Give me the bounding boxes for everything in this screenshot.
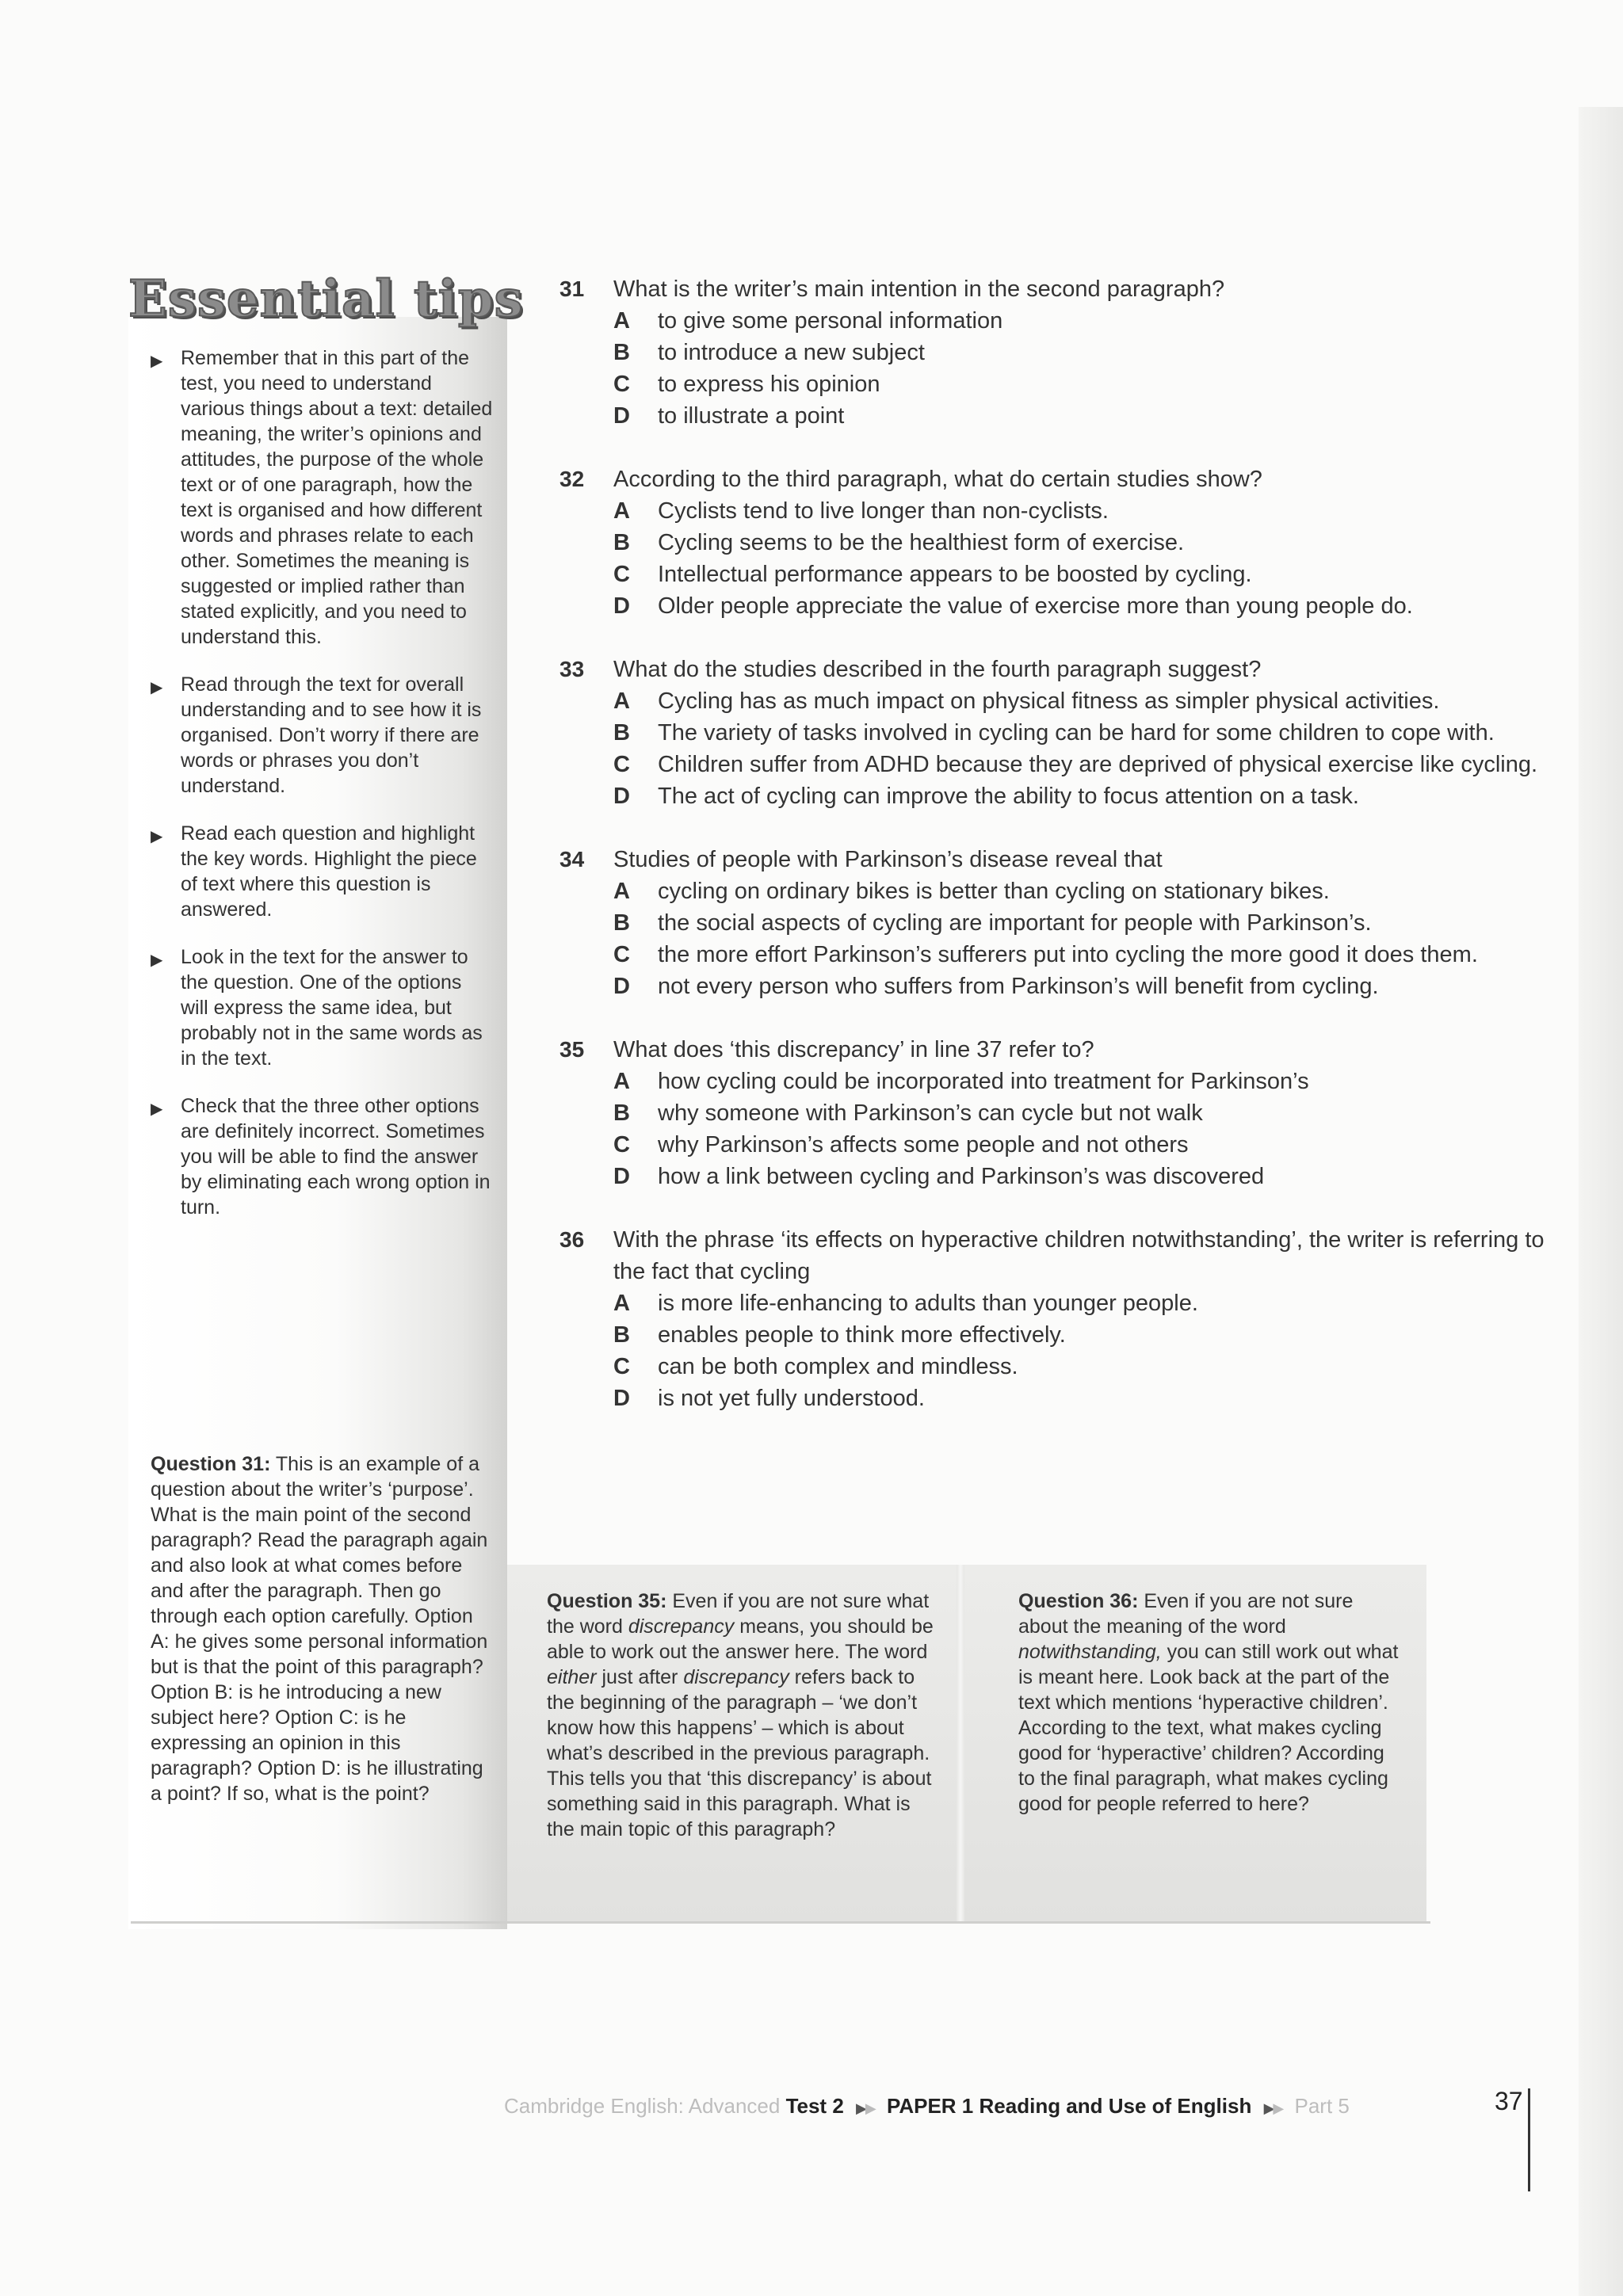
option-text: The variety of tasks involved in cycling can be hard for some children to cope with.: [658, 720, 1495, 746]
option: [613, 1161, 1566, 1192]
option: [613, 368, 1566, 400]
option-text: the social aspects of cycling are important for people with Parkinson’s.: [658, 910, 1372, 936]
option-text: the more effort Parkinson’s sufferers put into cycling the more good it does them.: [658, 942, 1478, 967]
panel-bottom-edge: [131, 1921, 1430, 1924]
option-text: Cyclists tend to live longer than non-cyclists.: [658, 498, 1109, 524]
triangle-bullet-icon: ▶: [151, 1100, 163, 1118]
option-letter: B: [613, 530, 630, 555]
hint-text: means, you should be able to work out the answer here. The word: [547, 1615, 934, 1663]
option-letter: D: [613, 974, 630, 999]
option-letter: B: [613, 340, 630, 365]
option: [613, 495, 1566, 527]
option-text: how cycling could be incorporated into treatment for Parkinson’s: [658, 1069, 1309, 1094]
tip-text: Read each question and highlight the key words. Highlight the piece of text where this question is answered.: [181, 822, 477, 921]
option: [613, 1351, 1566, 1383]
question-number: 36: [559, 1227, 585, 1252]
option-letter: A: [613, 1291, 630, 1316]
option-text: can be both complex and mindless.: [658, 1354, 1018, 1379]
option-text: The act of cycling can improve the ability to focus attention on a task.: [658, 784, 1359, 809]
question-34: [559, 844, 1566, 1002]
footer-series: Cambridge English: Advanced: [504, 2094, 781, 2118]
option-letter: C: [613, 752, 630, 777]
option-letter: B: [613, 910, 630, 936]
tips-list: [151, 345, 495, 1242]
double-arrow-icon: ▶▶: [1263, 2100, 1283, 2116]
option-text: Cycling has as much impact on physical fitness as simpler physical activities.: [658, 688, 1440, 714]
tip-item: [151, 944, 495, 1071]
option-letter: A: [613, 879, 630, 904]
option-text: not every person who suffers from Parkinson’s will benefit from cycling.: [658, 974, 1379, 999]
question-32: [559, 463, 1566, 622]
tip-item: [151, 1093, 495, 1220]
option-text: enables people to think more effectively.: [658, 1322, 1066, 1348]
question-36: [559, 1224, 1566, 1414]
footer-part: Part 5: [1294, 2094, 1350, 2118]
question-number: 33: [559, 657, 585, 681]
page-number: 37: [1495, 2087, 1523, 2115]
hint-text: refers back to the beginning of the paragraph – ‘we don’t know how this happens’ – which is about what’s described in the previous paragraph. This tells you that ‘this discrepancy’ is about something said in this paragraph. What is the main topic of this paragraph?: [547, 1666, 932, 1840]
option: [613, 1097, 1566, 1129]
triangle-bullet-icon: ▶: [151, 353, 163, 370]
hint-label: Question 36:: [1018, 1590, 1139, 1612]
page-edge-shadow: [1579, 107, 1623, 2296]
option-text: to give some personal information: [658, 308, 1003, 334]
question-31-tip-label: Question 31:: [151, 1453, 271, 1475]
option: [613, 780, 1566, 812]
option-letter: D: [613, 1164, 630, 1189]
option-list: [559, 685, 1566, 812]
option: [613, 305, 1566, 337]
hint-italic: discrepancy: [628, 1615, 735, 1638]
option-text: to illustrate a point: [658, 403, 845, 429]
tip-item: [151, 345, 495, 650]
tip-item: [151, 821, 495, 922]
question-number: 35: [559, 1037, 585, 1062]
option: [613, 1066, 1566, 1097]
option: [613, 685, 1566, 717]
hint-text: you can still work out what is meant here. Look back at the part of the text which mentions ‘hyperactive children’. According to the text, what makes cycling good for ‘hyperactive’ children? According to the final paragraph, what makes cycling good for people referred to here?: [1018, 1641, 1399, 1815]
option: [613, 717, 1566, 749]
question-31-tip-text: This is an example of a question about the writer’s ‘purpose’. What is the main point of the second paragraph? Read the paragraph again and also look at what comes before and after the paragraph. Then go through each option carefully. Option A: he gives some personal information but is that the point of this paragraph? Option B: is he introducing a new subject here? Option C: is he expressing an opinion in this paragraph? Option D: is he illustrating a point? If so, what is the point?: [151, 1453, 488, 1805]
question-stem: What is the writer’s main intention in the second paragraph?: [613, 277, 1225, 302]
triangle-bullet-icon: ▶: [151, 828, 163, 845]
hint-divider: [957, 1565, 964, 1921]
option-letter: B: [613, 1322, 630, 1348]
footer-test: Test 2: [785, 2094, 844, 2118]
page-number-rule: [1528, 2088, 1530, 2191]
option-text: Children suffer from ADHD because they are deprived of physical exercise like cycling.: [658, 752, 1538, 777]
question-number: 34: [559, 847, 585, 871]
option-letter: A: [613, 308, 630, 334]
question-stem: What does ‘this discrepancy’ in line 37 refer to?: [613, 1037, 1094, 1062]
option: [613, 400, 1566, 432]
option-list: [559, 495, 1566, 622]
option-text: Intellectual performance appears to be boosted by cycling.: [658, 562, 1252, 587]
option-text: is not yet fully understood.: [658, 1386, 925, 1411]
option-text: why Parkinson’s affects some people and not others: [658, 1132, 1189, 1158]
option: [613, 939, 1566, 971]
question-stem: What do the studies described in the fourth paragraph suggest?: [613, 657, 1262, 682]
option: [613, 527, 1566, 559]
option-list: [559, 305, 1566, 432]
hint-label: Question 35:: [547, 1590, 667, 1612]
tips-title: Essential tips: [128, 269, 524, 329]
option: [613, 590, 1566, 622]
option-text: cycling on ordinary bikes is better than cycling on stationary bikes.: [658, 879, 1330, 904]
hint-question-36: [1018, 1589, 1403, 1817]
option-letter: D: [613, 593, 630, 619]
option-text: why someone with Parkinson’s can cycle but not walk: [658, 1100, 1203, 1126]
option-letter: B: [613, 1100, 630, 1126]
hint-text: Even if you are not sure what the word: [547, 1590, 930, 1638]
option-list: [559, 1066, 1566, 1192]
tip-text: Remember that in this part of the test, you need to understand various things about a text: detailed meaning, the writer’s opinions and attitudes, the purpose of the whole text or of one paragraph, how the text is organised and how different words and phrases relate to each other. Sometimes the meaning is suggested or implied rather than stated explicitly, and you need to understand this.: [181, 347, 493, 648]
option-letter: C: [613, 372, 630, 397]
option-letter: A: [613, 1069, 630, 1094]
hint-text: just after: [596, 1666, 684, 1688]
option-list: [559, 1287, 1566, 1414]
tip-text: Read through the text for overall understanding and to see how it is organised. Don’t worry if there are words or phrases you don’t understand.: [181, 673, 482, 797]
option-letter: B: [613, 720, 630, 746]
option: [613, 907, 1566, 939]
triangle-bullet-icon: ▶: [151, 952, 163, 969]
option: [613, 1129, 1566, 1161]
hint-italic: either: [547, 1666, 597, 1688]
option: [613, 749, 1566, 780]
tip-item: [151, 672, 495, 799]
option-letter: A: [613, 688, 630, 714]
option-letter: C: [613, 1354, 630, 1379]
option-letter: D: [613, 403, 630, 429]
option-letter: C: [613, 562, 630, 587]
triangle-bullet-icon: ▶: [151, 679, 163, 696]
tip-text: Look in the text for the answer to the question. One of the options will express the same idea, but probably not in the same words as in the text.: [181, 946, 483, 1070]
option-text: is more life-enhancing to adults than younger people.: [658, 1291, 1198, 1316]
question-31: [559, 273, 1566, 432]
footer-section: Reading and Use of English: [979, 2094, 1252, 2118]
hint-italic: notwithstanding,: [1018, 1641, 1162, 1663]
option: [613, 1383, 1566, 1414]
option-text: Older people appreciate the value of exercise more than young people do.: [658, 593, 1413, 619]
option-letter: A: [613, 498, 630, 524]
option: [613, 1319, 1566, 1351]
option: [613, 559, 1566, 590]
option: [613, 1287, 1566, 1319]
option-letter: D: [613, 1386, 630, 1411]
option-text: how a link between cycling and Parkinson’s was discovered: [658, 1164, 1265, 1189]
double-arrow-icon: ▶▶: [856, 2100, 875, 2116]
question-stem: Studies of people with Parkinson’s disease reveal that: [613, 847, 1163, 872]
hint-text: Even if you are not sure about the meaning of the word: [1018, 1590, 1354, 1638]
questions: [559, 273, 1566, 1446]
question-33: [559, 654, 1566, 812]
option-letter: C: [613, 942, 630, 967]
hint-italic: discrepancy: [683, 1666, 789, 1688]
question-35: [559, 1034, 1566, 1192]
option-list: [559, 875, 1566, 1002]
footer-paper: PAPER 1: [886, 2094, 974, 2118]
option: [613, 875, 1566, 907]
question-stem: With the phrase ‘its effects on hyperactive children notwithstanding’, the writer is referring to the fact that cycling: [613, 1227, 1545, 1284]
option-letter: D: [613, 784, 630, 809]
question-number: 31: [559, 277, 585, 301]
page-footer: [504, 2092, 1534, 2122]
option: [613, 971, 1566, 1002]
option-text: to express his opinion: [658, 372, 880, 397]
option-letter: C: [613, 1132, 630, 1158]
question-stem: According to the third paragraph, what do certain studies show?: [613, 467, 1262, 492]
tip-text: Check that the three other options are definitely incorrect. Sometimes you will be able to find the answer by eliminating each wrong option in turn.: [181, 1095, 491, 1219]
option: [613, 337, 1566, 368]
option-text: to introduce a new subject: [658, 340, 925, 365]
hint-question-35: [547, 1589, 943, 1842]
option-text: Cycling seems to be the healthiest form of exercise.: [658, 530, 1185, 555]
question-number: 32: [559, 467, 585, 491]
question-31-tip: [151, 1451, 493, 1806]
